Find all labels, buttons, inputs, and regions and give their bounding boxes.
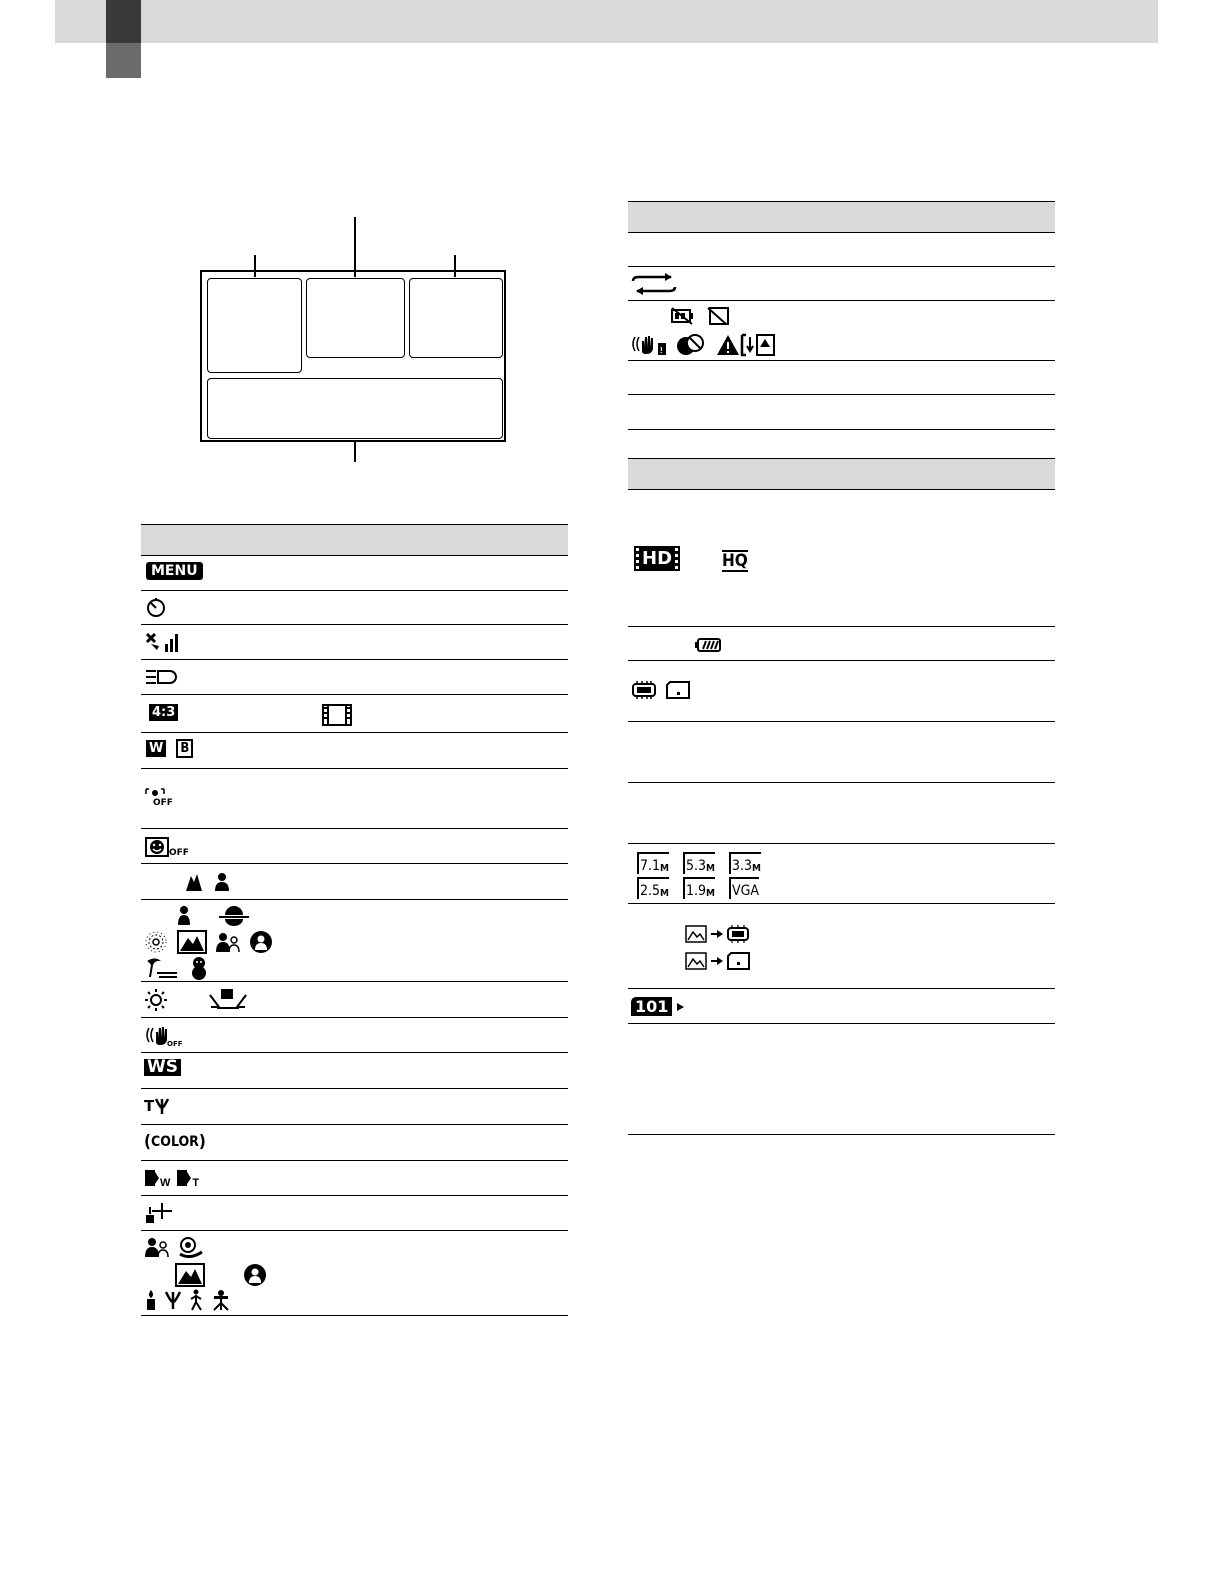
gps-signal-icon [145, 630, 181, 654]
macro-icon [164, 1290, 182, 1310]
low-light-icon [144, 1289, 158, 1311]
table-row [141, 769, 568, 829]
steadyshot-off-icon [144, 1024, 184, 1048]
auto-night-icon [213, 1264, 235, 1286]
folder-number-icon: 101 [631, 997, 686, 1016]
table-row [628, 1024, 1055, 1135]
table-row [628, 627, 1055, 661]
table-row [141, 591, 568, 625]
white-balance-w-icon: W [146, 740, 166, 757]
table-row [628, 395, 1055, 430]
header-bar [55, 0, 1158, 43]
baby-icon [178, 1236, 204, 1258]
film-icon [322, 704, 352, 726]
smile-off-label: OFF [169, 848, 189, 858]
daylight-icon [144, 988, 168, 1012]
one-push-wb-icon [209, 987, 247, 1011]
menu-icon: MENU [146, 562, 203, 580]
backlight-b-icon: B [176, 739, 193, 758]
memory-card-icon [665, 681, 691, 699]
night-scene-icon [145, 904, 167, 926]
screen-layout-diagram [200, 217, 510, 462]
image-size-5m-icon: 5.3 M [683, 852, 715, 874]
hq-quality-icon: HQ [722, 551, 748, 571]
beach-icon [145, 957, 179, 979]
table-row [141, 695, 568, 733]
internal-memory-icon [631, 681, 657, 699]
table-row [141, 1231, 568, 1316]
table-row [141, 556, 568, 591]
night-portrait-icon [177, 904, 207, 926]
camera-shake-warning-icon [630, 333, 668, 357]
table-row [628, 661, 1055, 722]
table-row [141, 1125, 568, 1161]
table-row [141, 1196, 568, 1231]
tele-macro-icon [154, 1097, 170, 1115]
image-size-7m-icon: 7.1 M [637, 852, 669, 874]
table-row [141, 1018, 568, 1053]
drop-sensor-icon [740, 333, 776, 357]
header-tab-top [106, 0, 141, 43]
left-indicator-table [141, 524, 568, 1316]
table-row [141, 900, 568, 982]
wide-select-icon: WS [144, 1059, 181, 1076]
table-row [628, 989, 1055, 1024]
self-timer-icon [145, 596, 167, 618]
table-row [628, 844, 1055, 904]
shooting-mode-icon [144, 1201, 174, 1225]
color-slow-shutter-open: ( [144, 1132, 151, 1152]
color-slow-shutter-close: ) [198, 1132, 206, 1152]
photo-to-memory-icon [685, 924, 751, 944]
landscape-focus-icon [185, 872, 203, 892]
table-row [141, 733, 568, 769]
table-row [628, 267, 1055, 301]
battery-warning-icon [670, 306, 694, 326]
portrait-focus-icon [213, 872, 231, 892]
card-error-icon [706, 306, 732, 326]
table-row [628, 783, 1055, 844]
hd-quality-icon: HD [636, 548, 678, 569]
table-row [628, 722, 1055, 783]
auto-landscape-icon [175, 1263, 205, 1287]
aspect-ratio-icon: 4:3 [149, 704, 178, 721]
snow-icon [189, 956, 209, 980]
auto-spotlight-icon [243, 1263, 267, 1287]
tripod-icon [210, 1289, 232, 1311]
walking-icon [188, 1289, 204, 1311]
auto-portrait-icon [144, 1236, 170, 1258]
table-row [141, 829, 568, 864]
conversion-lens-w-label: W [160, 1177, 171, 1189]
image-size-3m-icon: 3.3 M [729, 852, 761, 874]
table-row [141, 1053, 568, 1089]
zone-bottom [207, 378, 503, 439]
zone-upper-right [409, 278, 503, 358]
portrait-scene-icon [215, 931, 241, 953]
conversion-lens-t-label: T [192, 1177, 200, 1189]
left-table-header [141, 524, 568, 556]
right-lower-table-header [628, 458, 1055, 490]
alert-triangle-icon [716, 334, 740, 356]
right-indicator-table-lower [628, 458, 1055, 1135]
face-detection-off-label: OFF [153, 798, 173, 808]
table-row [628, 490, 1055, 627]
conversion-lens-wide-icon [144, 1168, 160, 1188]
image-size-2m-icon: 2.5 M [637, 877, 669, 899]
leader-line-center [354, 217, 356, 277]
photo-to-card-icon [685, 951, 751, 971]
sunset-icon [217, 904, 251, 926]
landscape-scene-icon [177, 930, 207, 954]
tele-macro-t-label: T [144, 1097, 155, 1115]
image-size-1m-icon: 1.9 M [683, 877, 715, 899]
light-icon [144, 667, 178, 687]
table-row [141, 864, 568, 900]
screen-outline [200, 270, 506, 442]
conversion-lens-tele-icon [176, 1168, 192, 1188]
color-slow-shutter-icon: COLOR [151, 1134, 199, 1150]
fireworks-icon [145, 931, 167, 953]
right-upper-table-header [628, 201, 1055, 233]
svg-text:!: ! [660, 346, 663, 355]
table-row [628, 301, 1055, 361]
zone-upper-center [306, 278, 405, 358]
zone-upper-left [207, 278, 302, 373]
leader-line-bottom [354, 440, 356, 462]
table-row [628, 361, 1055, 395]
table-row [628, 904, 1055, 989]
table-row [141, 982, 568, 1018]
table-row [141, 660, 568, 695]
overheat-warning-icon [676, 333, 706, 357]
right-indicator-table-upper [628, 201, 1055, 430]
battery-icon [695, 638, 721, 652]
table-row [141, 625, 568, 660]
svg-text:OFF: OFF [167, 1040, 183, 1048]
smile-shutter-icon [145, 837, 169, 857]
table-row [628, 233, 1055, 267]
demo-loop-icon [631, 273, 677, 295]
table-row [141, 1161, 568, 1196]
table-row [141, 1089, 568, 1125]
spotlight-icon [249, 930, 273, 954]
image-size-vga-icon: VGA [729, 877, 759, 899]
